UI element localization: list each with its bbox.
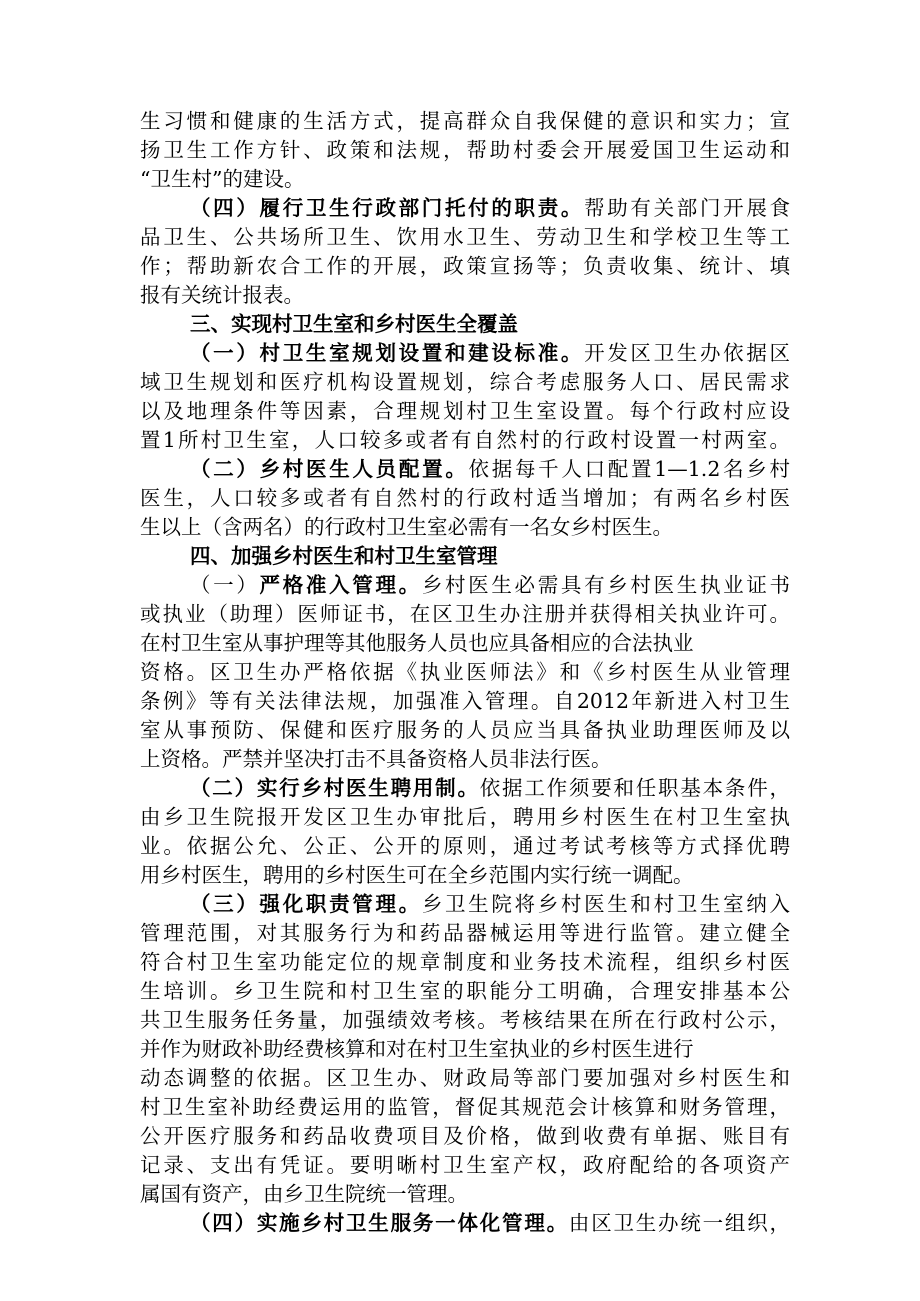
- body-line: 动态调整的依据。区卫生办、财政局等部门要加强对乡村医生和: [140, 1066, 790, 1090]
- body-line: 品卫生、公共场所卫生、饮用水卫生、劳动卫生和学校卫生等工: [140, 225, 790, 249]
- body-line: 由乡卫生院报开发区卫生办审批后，聘用乡村医生在村卫生室执: [140, 805, 790, 829]
- body-line: 公开医疗服务和药品收费项目及价格，做到收费有单据、账目有: [140, 1124, 790, 1148]
- body-line: 业。依据公允、公正、公开的原则，通过考试考核等方式择优聘: [140, 834, 790, 858]
- body-line: 用乡村医生，聘用的乡村医生可在全乡范围内实行统一调配。: [140, 863, 694, 887]
- body-line: “卫生村”的建设。: [140, 167, 305, 191]
- body-line: 共卫生服务任务量，加强绩效考核。考核结果在所在行政村公示，: [140, 1008, 790, 1032]
- body-line: 扬卫生工作方针、政策和法规，帮助村委会开展爱国卫生运动和: [140, 138, 790, 162]
- body-line: 或执业（助理）医师证书，在区卫生办注册并获得相关执业许可。: [140, 602, 790, 626]
- body-line: 生以上（含两名）的行政村卫生室必需有一名女乡村医生。: [140, 515, 673, 539]
- paragraph-start-line: （四）实施乡村卫生服务一体化管理。由区卫生办统一组织，: [190, 1211, 791, 1235]
- paragraph-start-line: （四）履行卫生行政部门托付的职责。帮助有关部门开展食: [190, 196, 791, 220]
- body-line: 资格。区卫生办严格依据《执业医师法》和《乡村医生从业管理: [140, 660, 790, 684]
- body-line: 条例》等有关法律法规，加强准入管理。自2012年新进入村卫生: [140, 689, 790, 713]
- paragraph-heading: 严格准入管理。: [259, 573, 422, 597]
- paragraph-start-line: （一）村卫生室规划设置和建设标准。开发区卫生办依据区: [190, 341, 791, 365]
- body-line: 符合村卫生室功能定位的规章制度和业务技术流程，组织乡村医: [140, 950, 790, 974]
- body-line: 生习惯和健康的生活方式，提高群众自我保健的意识和实力；宣: [140, 109, 790, 133]
- paragraph-heading: （二）实行乡村医生聘用制。: [190, 776, 480, 800]
- body-line: 域卫生规划和医疗机构设置规划，综合考虑服务人口、居民需求: [140, 370, 790, 394]
- body-line: 记录、支出有凭证。要明晰村卫生室产权，政府配给的各项资产: [140, 1153, 790, 1177]
- body-line: 在村卫生室从事护理等其他服务人员也应具备相应的合法执业: [140, 631, 694, 655]
- body-line: 作；帮助新农合工作的开展，政策宣扬等；负责收集、统计、填: [140, 254, 790, 278]
- section-heading: 三、实现村卫生室和乡村医生全覆盖: [190, 312, 518, 336]
- body-line: 管理范围，对其服务行为和药品器械运用等进行监管。建立健全: [140, 921, 790, 945]
- paragraph-start-line: （三）强化职责管理。乡卫生院将乡村医生和村卫生室纳入: [190, 892, 791, 916]
- body-line: 室从事预防、保健和医疗服务的人员应当具备执业助理医师及以: [140, 718, 790, 742]
- body-line: 并作为财政补助经费核算和对在村卫生室执业的乡村医生进行: [140, 1037, 694, 1061]
- body-line: 上资格。严禁并坚决打击不具备资格人员非法行医。: [140, 747, 612, 771]
- body-line: 以及地理条件等因素，合理规划村卫生室设置。每个行政村应设: [140, 399, 790, 423]
- section-heading: 四、加强乡村医生和村卫生室管理: [190, 544, 498, 568]
- body-line: 报有关统计报表。: [140, 283, 304, 307]
- paragraph-heading: （四）实施乡村卫生服务一体化管理。: [190, 1211, 569, 1235]
- paragraph-start-line: （一）严格准入管理。乡村医生必需具有乡村医生执业证书: [190, 573, 791, 597]
- paragraph-heading: （二）乡村医生人员配置。: [190, 457, 469, 481]
- body-line: 医生，人口较多或者有自然村的行政村适当增加；有两名乡村医: [140, 486, 790, 510]
- paragraph-heading: （四）履行卫生行政部门托付的职责。: [190, 196, 585, 220]
- paragraph-heading: （一）村卫生室规划设置和建设标准。: [190, 341, 585, 365]
- paragraph-start-line: （二）乡村医生人员配置。依据每千人口配置1—1.2名乡村: [190, 457, 790, 481]
- paragraph-heading: （三）强化职责管理。: [190, 892, 422, 916]
- paragraph-start-line: （二）实行乡村医生聘用制。依据工作须要和任职基本条件，: [190, 776, 790, 800]
- body-line: 生培训。乡卫生院和村卫生室的职能分工明确，合理安排基本公: [140, 979, 790, 1003]
- body-line: 村卫生室补助经费运用的监管，督促其规范会计核算和财务管理，: [140, 1095, 790, 1119]
- body-line: 置1所村卫生室，人口较多或者有自然村的行政村设置一村两室。: [140, 428, 790, 452]
- body-line: 属国有资产，由乡卫生院统一管理。: [140, 1182, 468, 1206]
